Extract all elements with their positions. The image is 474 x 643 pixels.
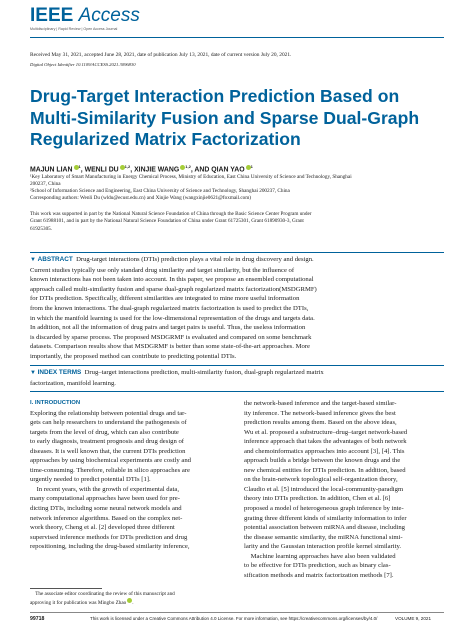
body-line: dicting DTIs, including some neural network models and	[30, 505, 182, 513]
body-line: work theory, Cheng et al. [2] developed three different	[30, 524, 175, 532]
body-line: new chemical entities for DTIs prediction. In addition, based	[244, 466, 406, 474]
author-affil-sup: 1	[250, 164, 253, 169]
footer-divider	[30, 612, 444, 613]
body-line: diseases. It is well known that, the current DTIs prediction	[30, 447, 186, 455]
abstract-line: for DTIs prediction. Specifically, different similarities are integrated to mine more useful information	[30, 295, 300, 303]
author-affil-sup: 1,2	[185, 164, 191, 169]
abstract-line: approach called multi-similarity fusion and sparse dual-graph regularized matrix factorization(MSDGRMF)	[30, 285, 317, 293]
logo-ieee: IEEE	[30, 5, 74, 26]
index-terms-block	[30, 368, 444, 388]
corresponding-authors: Corresponding authors: Wenli Du (wldu@ecust.edu.cn) and Xinjie Wang (wangxinjie0621@foxmail.com)	[30, 194, 252, 201]
abstract-line: in which the manifold learning is used for the low-dimensional representation of the drugs and targets data.	[30, 314, 315, 322]
body-line: Machine learning approaches have also been validated	[244, 552, 396, 560]
abstract-label: ABSTRACT	[37, 256, 73, 263]
body-line: theory into DTIs prediction. In addition, Chen et al. [6]	[244, 495, 391, 503]
abstract-line: datasets. Comparison results show that MSDGRMF is better than some state-of-the-art approaches. More	[30, 343, 310, 351]
introduction-text-left	[30, 409, 233, 552]
editor-footnote	[30, 590, 233, 607]
body-line: Exploring the relationship between potential drugs and tar-	[30, 409, 187, 417]
abstract-body	[30, 266, 444, 362]
body-line: to early diagnosis, treatment prognosis and drug design of	[30, 438, 184, 446]
orcid-icon[interactable]	[127, 598, 132, 603]
body-line: gets can help researchers to understand the pathogenesis of	[30, 419, 187, 427]
affiliation-line: ¹Key Laboratory of Smart Manufacturing in Energy Chemical Process, Ministry of Education, East China University of Science and Technology, Shanghai	[30, 174, 352, 180]
affiliation-line: 200237, China	[30, 180, 61, 187]
body-line: prediction results among them. Based on the above ideas,	[244, 419, 397, 427]
doi-line[interactable]: Digital Object Identifier 10.1109/ACCESS.2021.3096830	[30, 62, 136, 67]
body-line: Claudio et al. [5] introduced the local-community-paradigm	[244, 485, 404, 493]
affiliation-line: ²School of Information Science and Engineering, East China University of Science and Technology, Shanghai 200237, China	[30, 187, 290, 194]
author-list: MAJUN LIAN $^1$, WENLI DU $^{1,2}$, XINJIE WANG $^{1,2}$, AND QIAN YAO $^1$	[30, 164, 253, 174]
journal-tagline: Multidisciplinary | Rapid Review | Open Access Journal	[30, 27, 118, 31]
funding-line: This work was supported in part by the National Natural Science Foundation of China through the Basic Science Center Program under	[30, 211, 312, 217]
index-terms-first-line	[30, 368, 444, 379]
abstract-line: importantly, the proposed method can contribute to predicting potential DTIs.	[30, 352, 237, 360]
funding-statement	[30, 211, 312, 233]
footnote-line: approving it for publication was Mingbo Zhao .	[30, 600, 134, 607]
license-notice[interactable]: This work is licensed under a Creative Commons Attribution 4.0 License. For more information, see https://creativecommons.org/licenses/by/4.0/	[90, 616, 378, 621]
author-affil-sup: 1	[78, 164, 81, 169]
body-line: ity inference. The network-based inference gives the best	[244, 409, 396, 417]
body-line: many computational approaches have been used for pre-	[30, 495, 180, 503]
abstract-line: is discarded by sparse process. The proposed MSDGRMF is evaluated and compared on some benchmark	[30, 333, 312, 341]
abstract-line: In addition, not all the information of drug pairs and target pairs is useful. Thus, the useless information	[30, 324, 306, 332]
footnote-line: The associate editor coordinating the review of this manuscript and	[30, 591, 175, 597]
author-affil-sup: 1,2	[124, 164, 131, 169]
triangle-bullet-icon: ▼	[30, 257, 36, 263]
left-column	[30, 399, 233, 552]
abstract-top-divider	[30, 252, 444, 253]
index-terms-line: factorization, manifold learning.	[30, 379, 116, 387]
index-terms-divider	[30, 391, 444, 392]
abstract-text: Drug-target interactions (DTIs) prediction plays a vital role in drug discovery and design.	[76, 256, 314, 263]
body-line: proposed a model of heterogeneous graph inference by inte-	[244, 505, 404, 513]
volume-info: VOLUME 9, 2021	[395, 616, 432, 621]
body-line: urgently needed to predict potential DTIs [1].	[30, 476, 151, 484]
body-line: network inference algorithms. Based on the complex net-	[30, 514, 183, 522]
journal-logo	[30, 6, 140, 26]
abstract-line: from the known interactions. The dual-graph regularized matrix factorization is used to predict the DTIs,	[30, 304, 309, 312]
body-line: on the brain-network topological self-organization theory,	[244, 476, 398, 484]
title-line: Regularized Matrix Factorization	[30, 129, 301, 149]
body-line: Wu et al. proposed a substructure–drug–target network-based	[244, 428, 408, 436]
footnote-text: approving it for publication was Mingbo Zhao	[30, 600, 127, 607]
right-column	[244, 399, 447, 580]
abstract-block	[30, 255, 444, 362]
index-terms-text: Drug–target interactions prediction, multi-similarity fusion, dual-graph regularized matrix	[84, 369, 324, 376]
body-line: In recent years, with the growth of experimental data,	[30, 485, 179, 493]
author-name: MAJUN LIAN	[30, 166, 73, 174]
body-line: larity and the Gaussian interaction profile kernel similarity.	[244, 543, 402, 551]
paper-title	[30, 86, 450, 151]
page-number: 99718	[30, 616, 45, 622]
body-line: time-consuming. Therefore, reliable in silico approaches are	[30, 466, 190, 474]
author-name: AND QIAN YAO	[194, 166, 245, 174]
section-heading-introduction: I. INTRODUCTION	[30, 400, 81, 406]
body-line: supervised inference methods for DTIs prediction and drug	[30, 533, 188, 541]
body-line: the disease semantic similarity, the miRNA functional simi-	[244, 533, 403, 541]
footnote-divider	[30, 588, 102, 589]
body-line: inference approach that takes the advantages of both network	[244, 438, 407, 446]
index-terms-label: INDEX TERMS	[37, 369, 82, 376]
funding-line: 61925305.	[30, 225, 53, 232]
title-line: Multi-Similarity Fusion and Sparse Dual-Graph	[30, 107, 420, 128]
body-line: to be effective for DTIs prediction, such as binary clas-	[244, 562, 391, 570]
body-line: sification methods and matrix factorization methods [7].	[244, 571, 394, 579]
title-line: Drug-Target Interaction Prediction Based on	[30, 86, 400, 106]
abstract-first-line	[30, 255, 444, 266]
triangle-bullet-icon: ▼	[30, 370, 36, 376]
header-divider	[30, 37, 444, 38]
funding-line: Grant 61988101, and in part by the National Natural Science Foundation of China under Grant 61725301, Grant 61890930-3, Grant	[30, 218, 304, 225]
body-line: targets from the level of drug, which can also contribute	[30, 428, 179, 436]
affiliations	[30, 174, 430, 202]
body-line: the network-based inference and the target-based similar-	[244, 400, 397, 407]
author-name: XINJIE WANG	[134, 166, 180, 174]
body-line: grating three different kinds of similarity information to infer	[244, 514, 407, 522]
abstract-line: known interactions has not been taken into account. In this paper, we propose an ensembled computational	[30, 276, 314, 284]
body-line: approach builds a bridge between the known drugs and the	[244, 457, 401, 465]
logo-access: Access	[78, 5, 140, 26]
body-line: potential association between miRNA and disease, including	[244, 524, 405, 532]
introduction-text-right	[244, 399, 447, 580]
author-name: WENLI DU	[84, 166, 119, 174]
body-line: approaches by using biochemical experiments are costly and	[30, 457, 191, 465]
abstract-line: Current studies typically use only standard drug similarity and target similarity, but the influence of	[30, 266, 295, 274]
body-line: repositioning, including the drug-based similarity inference,	[30, 543, 190, 551]
abstract-bottom-divider	[30, 365, 444, 366]
body-line: and chemoinformatics approaches into account [3], [4]. This	[244, 447, 405, 455]
publication-dates: Received May 31, 2021, accepted June 28, 2021, date of publication July 13, 2021, date of current version July 20, 2021.	[30, 52, 292, 58]
